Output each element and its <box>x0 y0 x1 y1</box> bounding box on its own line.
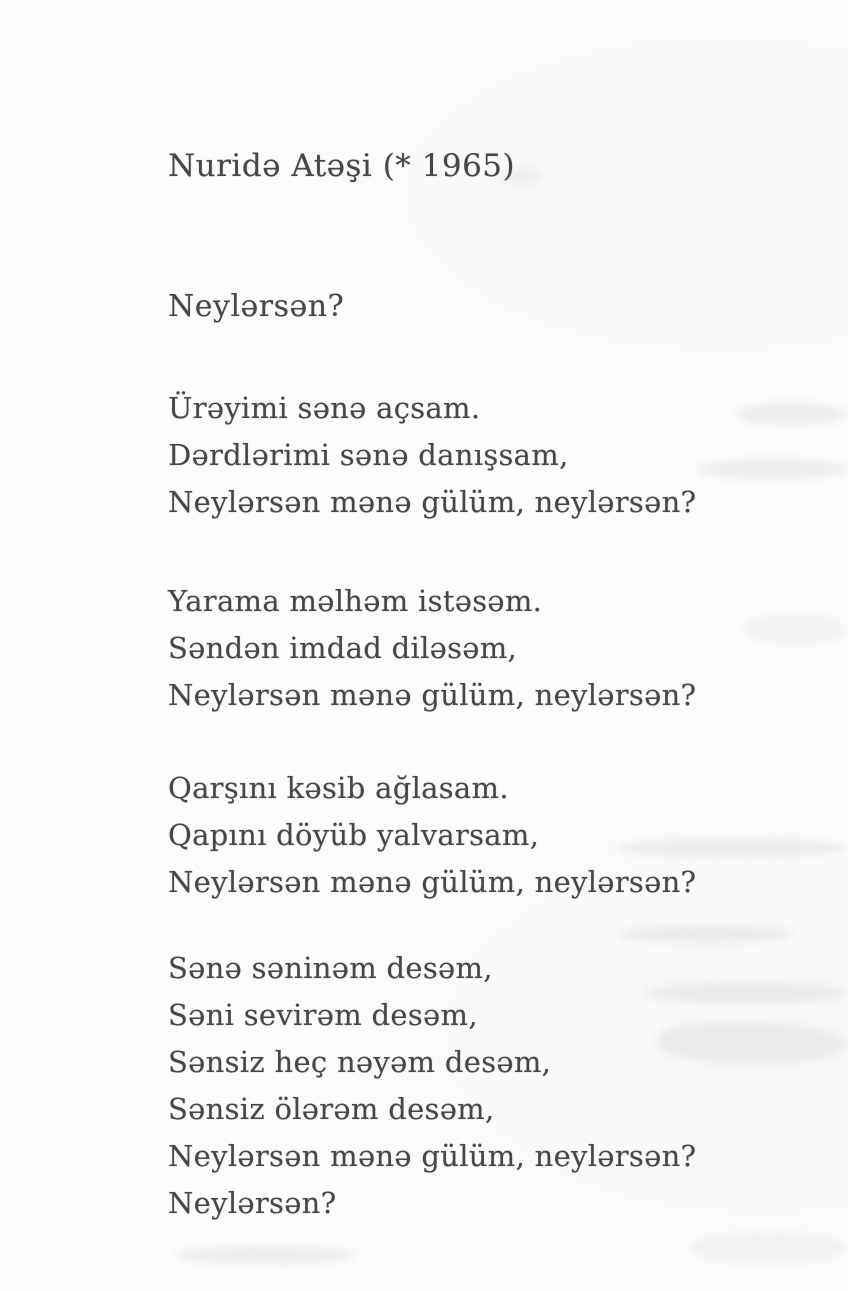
poem-line: Qapını döyüb yalvarsam, <box>168 818 540 852</box>
poem-line: Sənsiz ölərəm desəm, <box>168 1092 495 1126</box>
poem-line: Dərdlərimi sənə danışsam, <box>168 438 569 472</box>
stanza-3 <box>168 765 696 906</box>
bleedthrough-smudge <box>688 1232 848 1264</box>
stanza-1 <box>168 385 696 526</box>
bleedthrough-smudge <box>698 458 848 480</box>
poem-line: Sənə səninəm desəm, <box>168 951 493 985</box>
poem-line: Ürəyimi sənə açsam. <box>168 391 481 425</box>
author-heading: Nuridə Atəşi (* 1965) <box>168 148 516 184</box>
poem-line: Neylərsən mənə gülüm, neylərsən? <box>168 678 697 712</box>
stanza-4 <box>168 945 696 1227</box>
bleedthrough-smudge <box>658 1022 848 1064</box>
bleedthrough-smudge <box>175 1245 355 1265</box>
bleedthrough-smudge <box>742 612 846 646</box>
poem-line: Səndən imdad diləsəm, <box>168 631 518 665</box>
bleedthrough-smudge <box>502 168 544 184</box>
poem-line: Neylərsən mənə gülüm, neylərsən? <box>168 1139 697 1173</box>
poem-line: Yarama məlhəm istəsəm. <box>168 584 543 618</box>
poem-line: Səni sevirəm desəm, <box>168 998 478 1032</box>
poem-line: Neylərsən mənə gülüm, neylərsən? <box>168 865 697 899</box>
poem-line: Neylərsən? <box>168 1186 337 1220</box>
poem-line: Neylərsən mənə gülüm, neylərsən? <box>168 485 697 519</box>
poem-line: Sənsiz heç nəyəm desəm, <box>168 1045 552 1079</box>
poem-title: Neylərsən? <box>168 289 345 324</box>
bleedthrough-smudge <box>645 982 848 1004</box>
poem-line: Qarşını kəsib ağlasam. <box>168 771 509 805</box>
bleedthrough-smudge <box>615 838 848 858</box>
bleedthrough-smudge <box>735 402 847 426</box>
stanza-2 <box>168 578 696 719</box>
bleedthrough-smudge <box>618 925 793 943</box>
